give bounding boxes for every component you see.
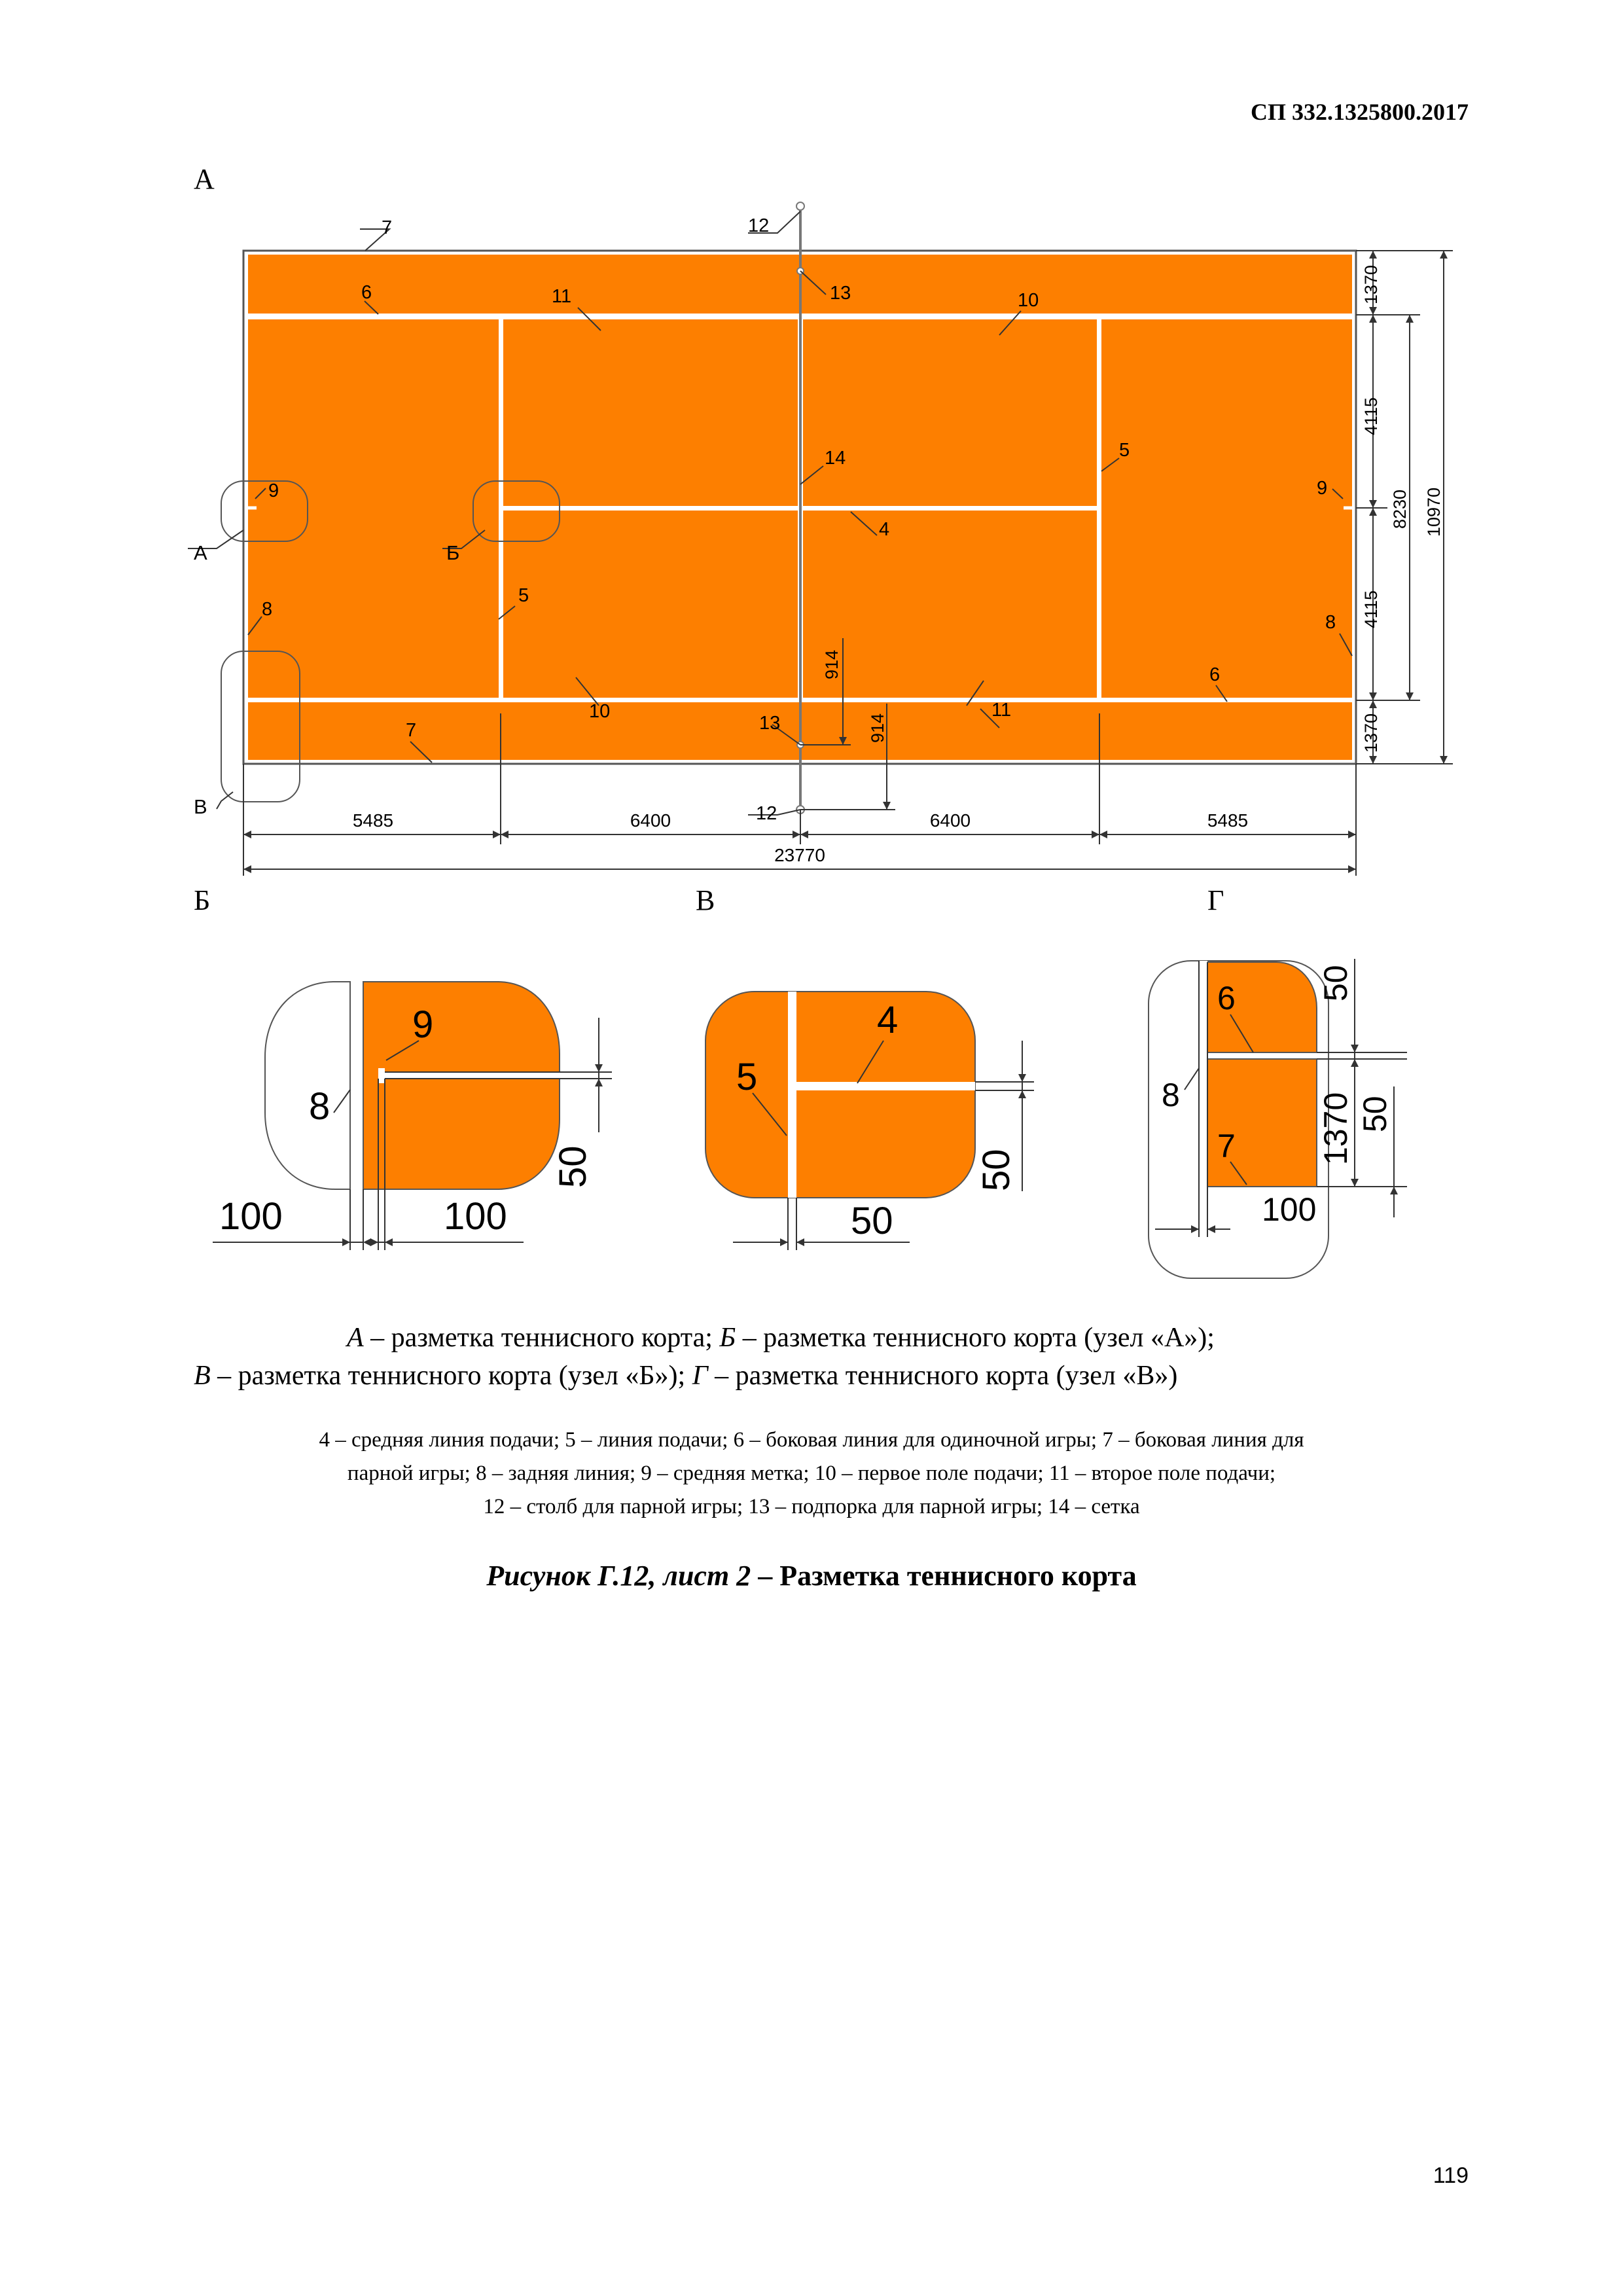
- legend-line-3: 12 – столб для парной игры; 13 – подпорка для парной игры; 14 – сетка: [483, 1495, 1140, 1518]
- detail-v: [705, 992, 1034, 1250]
- dim-6400-right: 6400: [929, 810, 971, 831]
- callout-11-bottom: 11: [991, 700, 1012, 721]
- dim-6400-left: 6400: [630, 810, 671, 831]
- callout-7-top: 7: [382, 217, 393, 238]
- dim-1370-top: 1370: [1361, 264, 1381, 304]
- dim-914-net-post: 914: [868, 713, 887, 743]
- detail-g: [1149, 959, 1407, 1278]
- callout-10-top: 10: [1018, 290, 1039, 311]
- callout-8-left: 8: [262, 599, 273, 620]
- panel-letter-b: Б: [194, 884, 211, 916]
- detail-g-callout-8: 8: [1162, 1077, 1180, 1113]
- callout-13-bottom: 13: [759, 713, 781, 734]
- node-label-b: Б: [446, 541, 460, 564]
- figure-name: – Разметка теннисного корта: [751, 1560, 1137, 1592]
- figure-number: Рисунок Г.12, лист 2: [486, 1560, 751, 1592]
- detail-g-dim-1370: 1370: [1317, 1092, 1354, 1165]
- legend-line-2: парной игры; 8 – задняя линия; 9 – средняя метка; 10 – первое поле подачи; 11 – второе поле подачи;: [347, 1462, 1276, 1485]
- legend-line-1: 4 – средняя линия подачи; 5 – линия подачи; 6 – боковая линия для одиночной игры; 7 – боковая линия для: [319, 1428, 1304, 1452]
- callout-14-net: 14: [825, 448, 846, 469]
- detail-b-dim-50: 50: [552, 1145, 594, 1188]
- dim-1370-bottom: 1370: [1361, 713, 1381, 753]
- detail-g-dim-100: 100: [1262, 1191, 1317, 1228]
- node-label-a: А: [194, 541, 207, 564]
- detail-g-callout-6: 6: [1217, 980, 1236, 1016]
- callout-4-center: 4: [879, 519, 890, 540]
- backcourt-right: [1101, 319, 1352, 698]
- detail-g-dim-50-right: 50: [1357, 1096, 1393, 1132]
- detail-v-callout-4: 4: [877, 999, 899, 1041]
- callout-7-bottom: 7: [406, 720, 417, 741]
- panel-letter-v: В: [696, 884, 715, 916]
- callout-12-top: 12: [748, 215, 770, 236]
- dim-5485-right: 5485: [1207, 810, 1249, 831]
- document-code: СП 332.1325800.2017: [1251, 99, 1469, 125]
- dim-4115-top: 4115: [1361, 397, 1381, 435]
- caption-label-b: Б: [719, 1323, 736, 1353]
- detail-b-callout-8: 8: [309, 1085, 330, 1128]
- detail-b: [213, 982, 612, 1250]
- detail-b-dim-100-right: 100: [444, 1195, 507, 1238]
- detail-g-callout-7: 7: [1217, 1128, 1236, 1164]
- service-box-3: [803, 319, 1097, 506]
- dim-23770: 23770: [774, 845, 825, 865]
- caption-label-g: Г: [692, 1361, 708, 1391]
- panel-letter-a: А: [194, 163, 215, 195]
- callout-10-bottom: 10: [589, 701, 611, 722]
- callout-13-top: 13: [830, 283, 851, 304]
- dim-4115-bottom: 4115: [1361, 590, 1381, 628]
- post-top: [796, 202, 804, 210]
- callout-11-top: 11: [552, 286, 572, 307]
- panel-letter-g: Г: [1207, 884, 1224, 916]
- callout-8-right: 8: [1325, 612, 1336, 633]
- service-box-1: [503, 319, 798, 506]
- dim-10970: 10970: [1424, 487, 1444, 537]
- caption-text-a: – разметка теннисного корта;: [363, 1323, 720, 1353]
- caption-line-2: [194, 1360, 1177, 1391]
- callout-6-top: 6: [361, 282, 372, 303]
- backcourt-left: [248, 319, 499, 698]
- detail-v-dim-50-right: 50: [975, 1149, 1018, 1191]
- callout-6-bottom: 6: [1209, 664, 1221, 685]
- callout-12-bottom: 12: [756, 803, 777, 824]
- caption-label-v: В: [194, 1361, 211, 1391]
- detail-drawings: [0, 929, 1623, 1296]
- detail-g-dim-50-top: 50: [1317, 965, 1354, 1001]
- caption-line-1: [347, 1322, 1215, 1354]
- detail-b-callout-9: 9: [412, 1003, 434, 1046]
- detail-v-callout-5: 5: [736, 1056, 758, 1098]
- service-box-4: [803, 511, 1097, 698]
- court-drawing: [0, 0, 1623, 929]
- callout-5-left: 5: [518, 585, 529, 606]
- callout-5-right: 5: [1119, 440, 1130, 461]
- caption-text-g: – разметка теннисного корта (узел «В»): [707, 1361, 1178, 1391]
- detail-v-dim-50-bottom: 50: [851, 1200, 893, 1242]
- dim-914-net-center: 914: [822, 649, 842, 679]
- dim-8230: 8230: [1390, 489, 1410, 529]
- caption-text-v: – разметка теннисного корта (узел «Б»);: [210, 1361, 692, 1391]
- callout-9-right: 9: [1317, 478, 1328, 499]
- caption-text-b: – разметка теннисного корта (узел «А»);: [736, 1323, 1215, 1353]
- page-number: 119: [1433, 2163, 1469, 2188]
- detail-b-dim-100-left: 100: [219, 1195, 283, 1238]
- callout-9-left: 9: [268, 480, 279, 501]
- figure-title: [0, 1559, 1623, 1592]
- caption-label-a: А: [347, 1323, 364, 1353]
- node-label-v: В: [194, 795, 207, 818]
- dim-5485-left: 5485: [352, 810, 394, 831]
